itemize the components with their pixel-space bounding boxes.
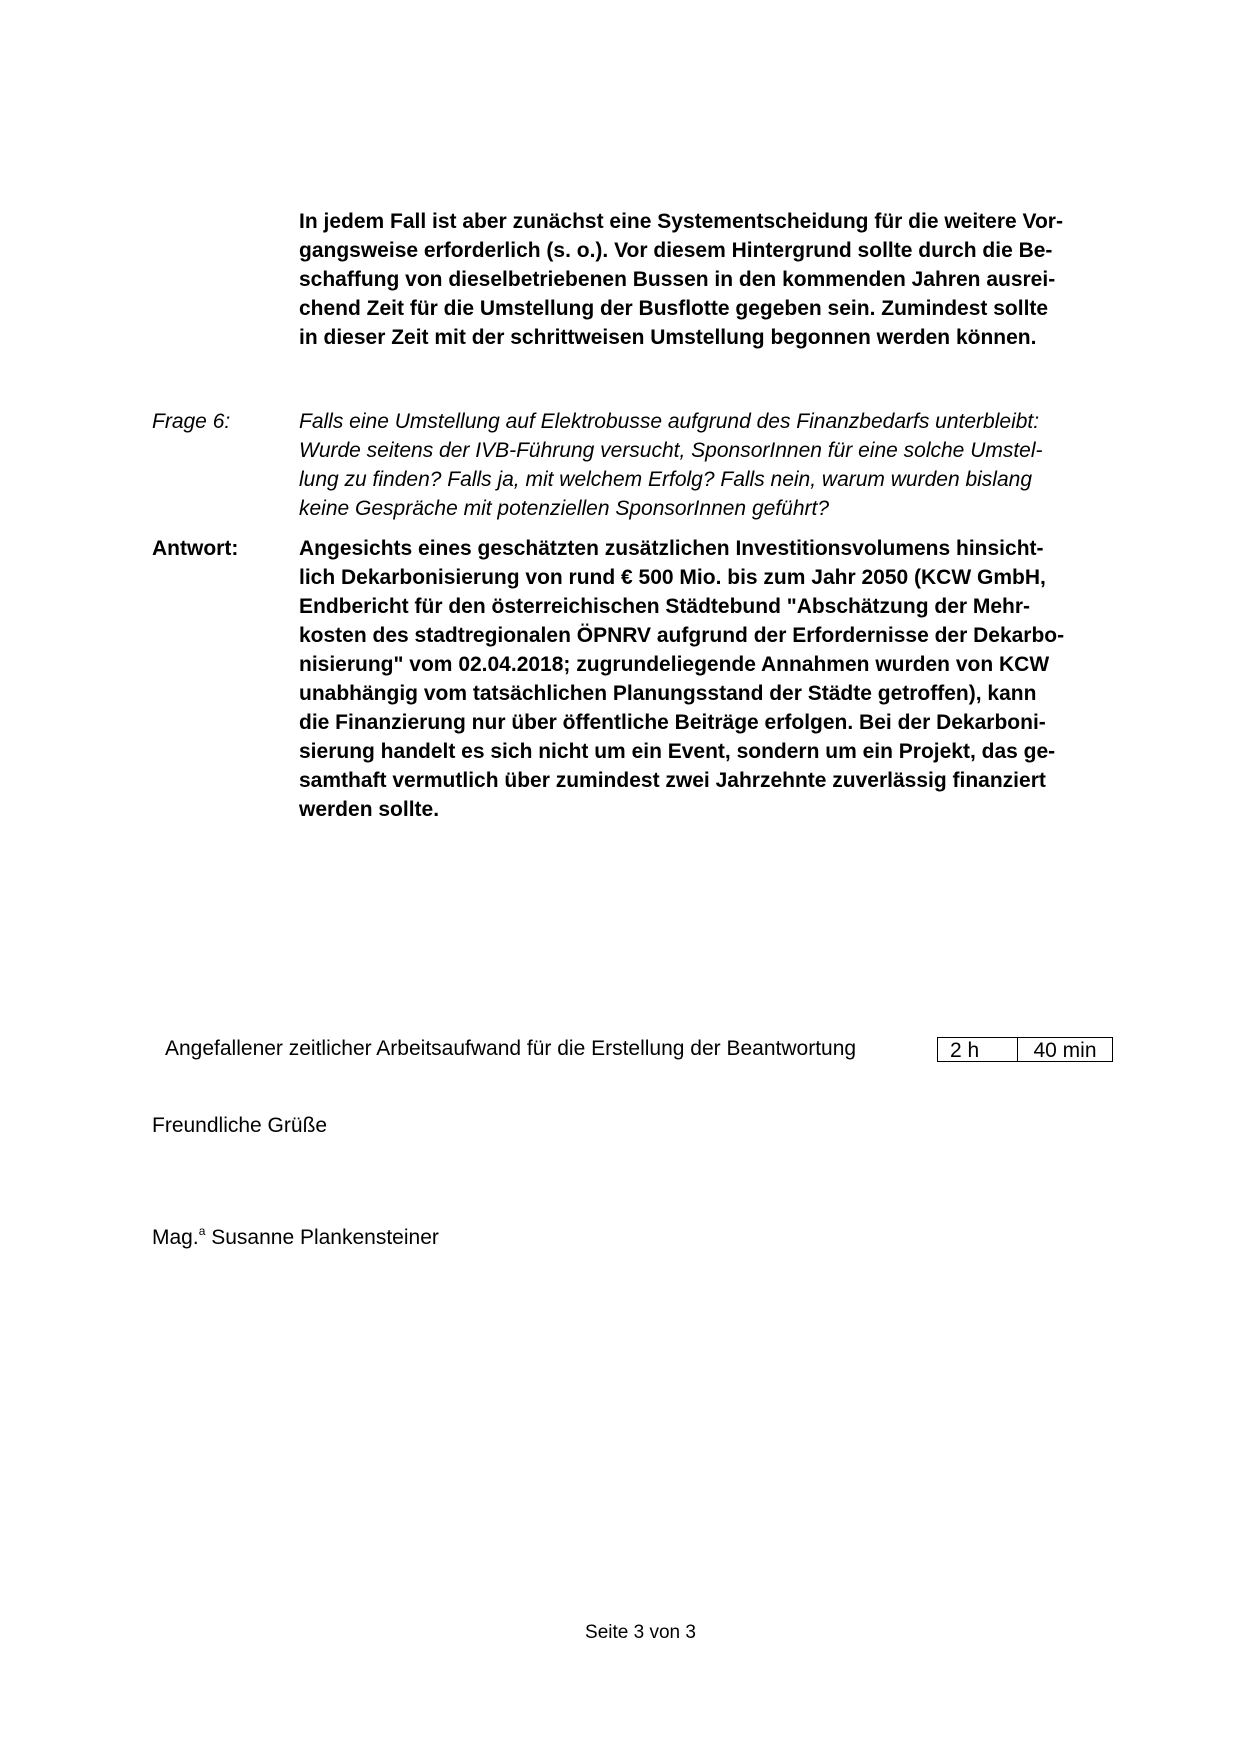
intro-line: chend Zeit für die Umstellung der Busflotte gegeben sein. Zumindest sollte: [299, 297, 1049, 320]
effort-minutes-cell: [1017, 1037, 1113, 1062]
effort-hours-cell: [937, 1037, 1018, 1062]
signature-name: Susanne Plankensteiner: [211, 1226, 439, 1249]
question-line: Wurde seitens der IVB-Führung versucht, SponsorInnen für eine solche Umstel-: [299, 439, 1043, 462]
signature-title: Mag.: [152, 1226, 199, 1249]
intro-paragraph: [299, 207, 1139, 352]
intro-line: in dieser Zeit mit der schrittweisen Umstellung begonnen werden können.: [299, 326, 1037, 349]
effort-hours: 2 h: [950, 1039, 980, 1062]
intro-line: gangsweise erforderlich (s. o.). Vor diesem Hintergrund sollte durch die Be-: [299, 239, 1053, 262]
answer-label: Antwort:: [152, 537, 239, 560]
answer-line: lich Dekarbonisierung von rund € 500 Mio. bis zum Jahr 2050 (KCW GmbH,: [299, 566, 1046, 589]
answer-line: unabhängig vom tatsächlichen Planungsstand der Städte getroffen), kann: [299, 682, 1037, 705]
answer-line: nisierung" vom 02.04.2018; zugrundeliegende Annahmen wurden von KCW: [299, 653, 1050, 676]
question-line: Falls eine Umstellung auf Elektrobusse aufgrund des Finanzbedarfs unterbleibt:: [299, 410, 1040, 433]
answer-line: Angesichts eines geschätzten zusätzlichen Investitionsvolumens hinsicht-: [299, 537, 1044, 560]
greeting: Freundliche Grüße: [152, 1114, 328, 1137]
page-number: Seite 3 von 3: [585, 1622, 696, 1643]
intro-line: In jedem Fall ist aber zunächst eine Systementscheidung für die weitere Vor-: [299, 210, 1063, 233]
signature-title-sup: a: [198, 1224, 206, 1238]
answer-line: kosten des stadtregionalen ÖPNRV aufgrund der Erfordernisse der Dekarbo-: [299, 624, 1065, 647]
effort-minutes: 40 min: [1033, 1039, 1097, 1062]
intro-line: schaffung von dieselbetriebenen Bussen in den kommenden Jahren ausrei-: [299, 268, 1056, 291]
answer-line: Endbericht für den österreichischen Städtebund "Abschätzung der Mehr-: [299, 595, 1031, 618]
answer-line: sierung handelt es sich nicht um ein Event, sondern um ein Projekt, das ge-: [299, 740, 1056, 763]
question-label: Frage 6:: [152, 410, 231, 433]
answer-text: [299, 534, 1139, 824]
answer-line: die Finanzierung nur über öffentliche Beiträge erfolgen. Bei der Dekarboni-: [299, 711, 1046, 734]
question-line: keine Gespräche mit potenziellen SponsorInnen geführt?: [299, 497, 830, 520]
answer-line: samthaft vermutlich über zumindest zwei Jahrzehnte zuverlässig finanziert: [299, 769, 1046, 792]
effort-label: Angefallener zeitlicher Arbeitsaufwand für die Erstellung der Beantwortung: [165, 1037, 857, 1060]
question-line: lung zu finden? Falls ja, mit welchem Erfolg? Falls nein, warum wurden bislang: [299, 468, 1033, 491]
answer-line: werden sollte.: [299, 798, 440, 821]
signature: [152, 1225, 439, 1251]
page-footer: [0, 1621, 1241, 1645]
question-text: [299, 407, 1139, 523]
